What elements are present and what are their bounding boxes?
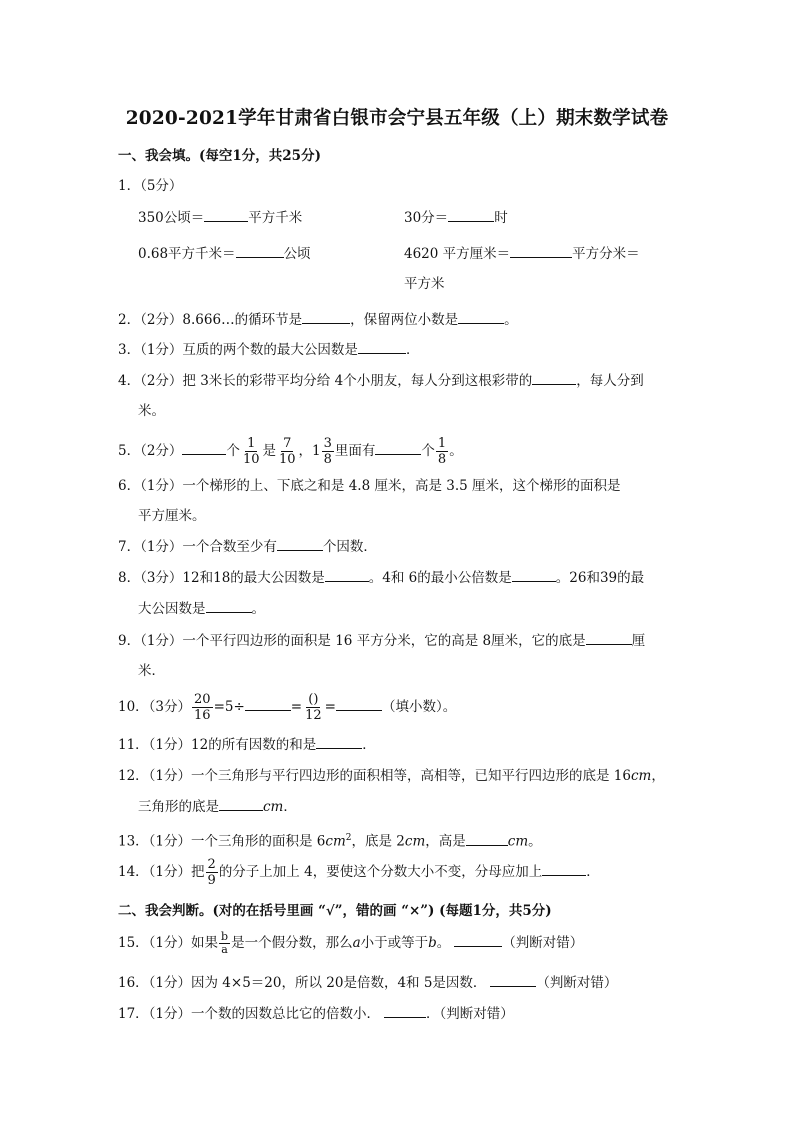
answer-blank [182, 442, 226, 455]
answer-blank [384, 1005, 426, 1018]
question-10: 10．（3分） $\frac{20}{16}$ =5÷ = $\frac{()}{12}$ = （填小数）。 [118, 692, 457, 723]
answer-blank [336, 698, 382, 711]
answer-blank [448, 209, 494, 222]
question-4-cont: 米。 [138, 403, 165, 419]
question-12: 12．（1分）一个三角形与平行四边形的面积相等，高相等，已知平行四边形的底是 16cm， [118, 768, 665, 784]
question-15: 15．（1分）如果 $\frac{b}{a}$ 是一个假分数，那么a小于或等于b。 （判断对错） [118, 930, 584, 956]
answer-blank [532, 372, 576, 385]
answer-blank [245, 698, 291, 711]
section-1-heading: 一、我会填。(每空1分，共25分) [118, 148, 321, 164]
question-2: 2．（2分）8.666…的循环节是 ，保留两位小数是 。 [118, 312, 518, 328]
answer-blank [325, 569, 369, 582]
fraction: $\frac{()}{12}$ [305, 692, 322, 723]
question-6-cont: 平方厘米。 [138, 508, 206, 524]
fraction: $\frac{1}{8}$ [437, 436, 447, 467]
answer-blank [458, 311, 504, 324]
question-7: 7．（1分）一个合数至少有 个因数． [118, 539, 377, 555]
question-1-item-b: 30分＝ 时 [404, 210, 508, 226]
question-1-header: 1．（5分） [118, 178, 183, 194]
answer-blank [466, 833, 508, 846]
question-1-item-d: 4620 平方厘米＝ 平方分米＝ [404, 246, 640, 262]
question-9-cont: 米． [138, 663, 165, 679]
question-16: 16．（1分）因为 4×5＝20，所以 20是倍数，4和 5是因数． （判断对错） [118, 975, 618, 991]
answer-blank [375, 442, 421, 455]
question-8: 8．（3分）12和18的最大公因数是 。4和 6的最小公倍数是 。26和39的最 [118, 570, 645, 586]
answer-blank [236, 245, 284, 258]
answer-blank [316, 736, 362, 749]
answer-blank [586, 632, 632, 645]
question-3: 3．（1分）互质的两个数的最大公因数是 ． [118, 342, 420, 358]
answer-blank [219, 798, 263, 811]
question-1-item-a: 350公顷＝ 平方千米 [138, 210, 303, 226]
question-12-cont: 三角形的底是 cm． [138, 799, 297, 815]
question-11: 11．（1分）12的所有因数的和是 ． [118, 737, 376, 753]
section-2-heading: 二、我会判断。(对的在括号里画 “√”，错的画 “×”) (每题1分，共5分) [118, 903, 552, 919]
answer-blank [302, 311, 350, 324]
question-4: 4．（2分）把 3米长的彩带平均分给 4个小朋友，每人分到这根彩带的 ，每人分到 [118, 373, 644, 389]
answer-blank [358, 341, 406, 354]
question-1-item-c: 0.68平方千米＝ 公顷 [138, 246, 311, 262]
page-title: 2020-2021学年甘肃省白银市会宁县五年级（上）期末数学试卷 [125, 108, 669, 129]
question-17: 17．（1分）一个数的因数总比它的倍数小． ．（判断对错） [118, 1006, 514, 1022]
answer-blank [490, 974, 536, 987]
question-5: 5．（2分） 个 $\frac{1}{10}$ 是 $\frac{7}{10}$ ，1 $\frac{3}{8}$ 里面有 个 $\frac{1}{8}$ 。 [118, 436, 463, 467]
answer-blank [277, 538, 323, 551]
question-6: 6．（1分）一个梯形的上、下底之和是 4.8 厘米，高是 3.5 厘米，这个梯形的面积是 [118, 478, 621, 494]
question-13: 13．（1分）一个三角形的面积是 $6cm^2$，底是 2cm，高是 cm。 [118, 833, 542, 850]
fraction: $\frac{3}{8}$ [323, 436, 332, 467]
answer-blank [512, 569, 556, 582]
fraction: $\frac{7}{10}$ [278, 436, 296, 467]
answer-blank [510, 245, 572, 258]
fraction: $\frac{2}{9}$ [207, 857, 216, 888]
answer-blank [542, 863, 586, 876]
question-8-cont: 大公因数是 。 [138, 601, 265, 617]
fraction: $\frac{b}{a}$ [221, 930, 229, 956]
question-14: 14．（1分）把 $\frac{2}{9}$ 的分子上加上 4，要使这个分数大小不变，分母应加上 ． [118, 857, 600, 888]
fraction: $\frac{20}{16}$ [194, 692, 211, 723]
question-9: 9．（1分）一个平行四边形的面积是 16 平方分米，它的高是 8厘米，它的底是 厘 [118, 633, 646, 649]
fraction: $\frac{1}{10}$ [242, 436, 260, 467]
answer-blank [204, 209, 248, 222]
answer-blank [454, 934, 502, 947]
answer-blank [206, 600, 252, 613]
question-1-item-d-cont: 平方米 [404, 276, 445, 292]
